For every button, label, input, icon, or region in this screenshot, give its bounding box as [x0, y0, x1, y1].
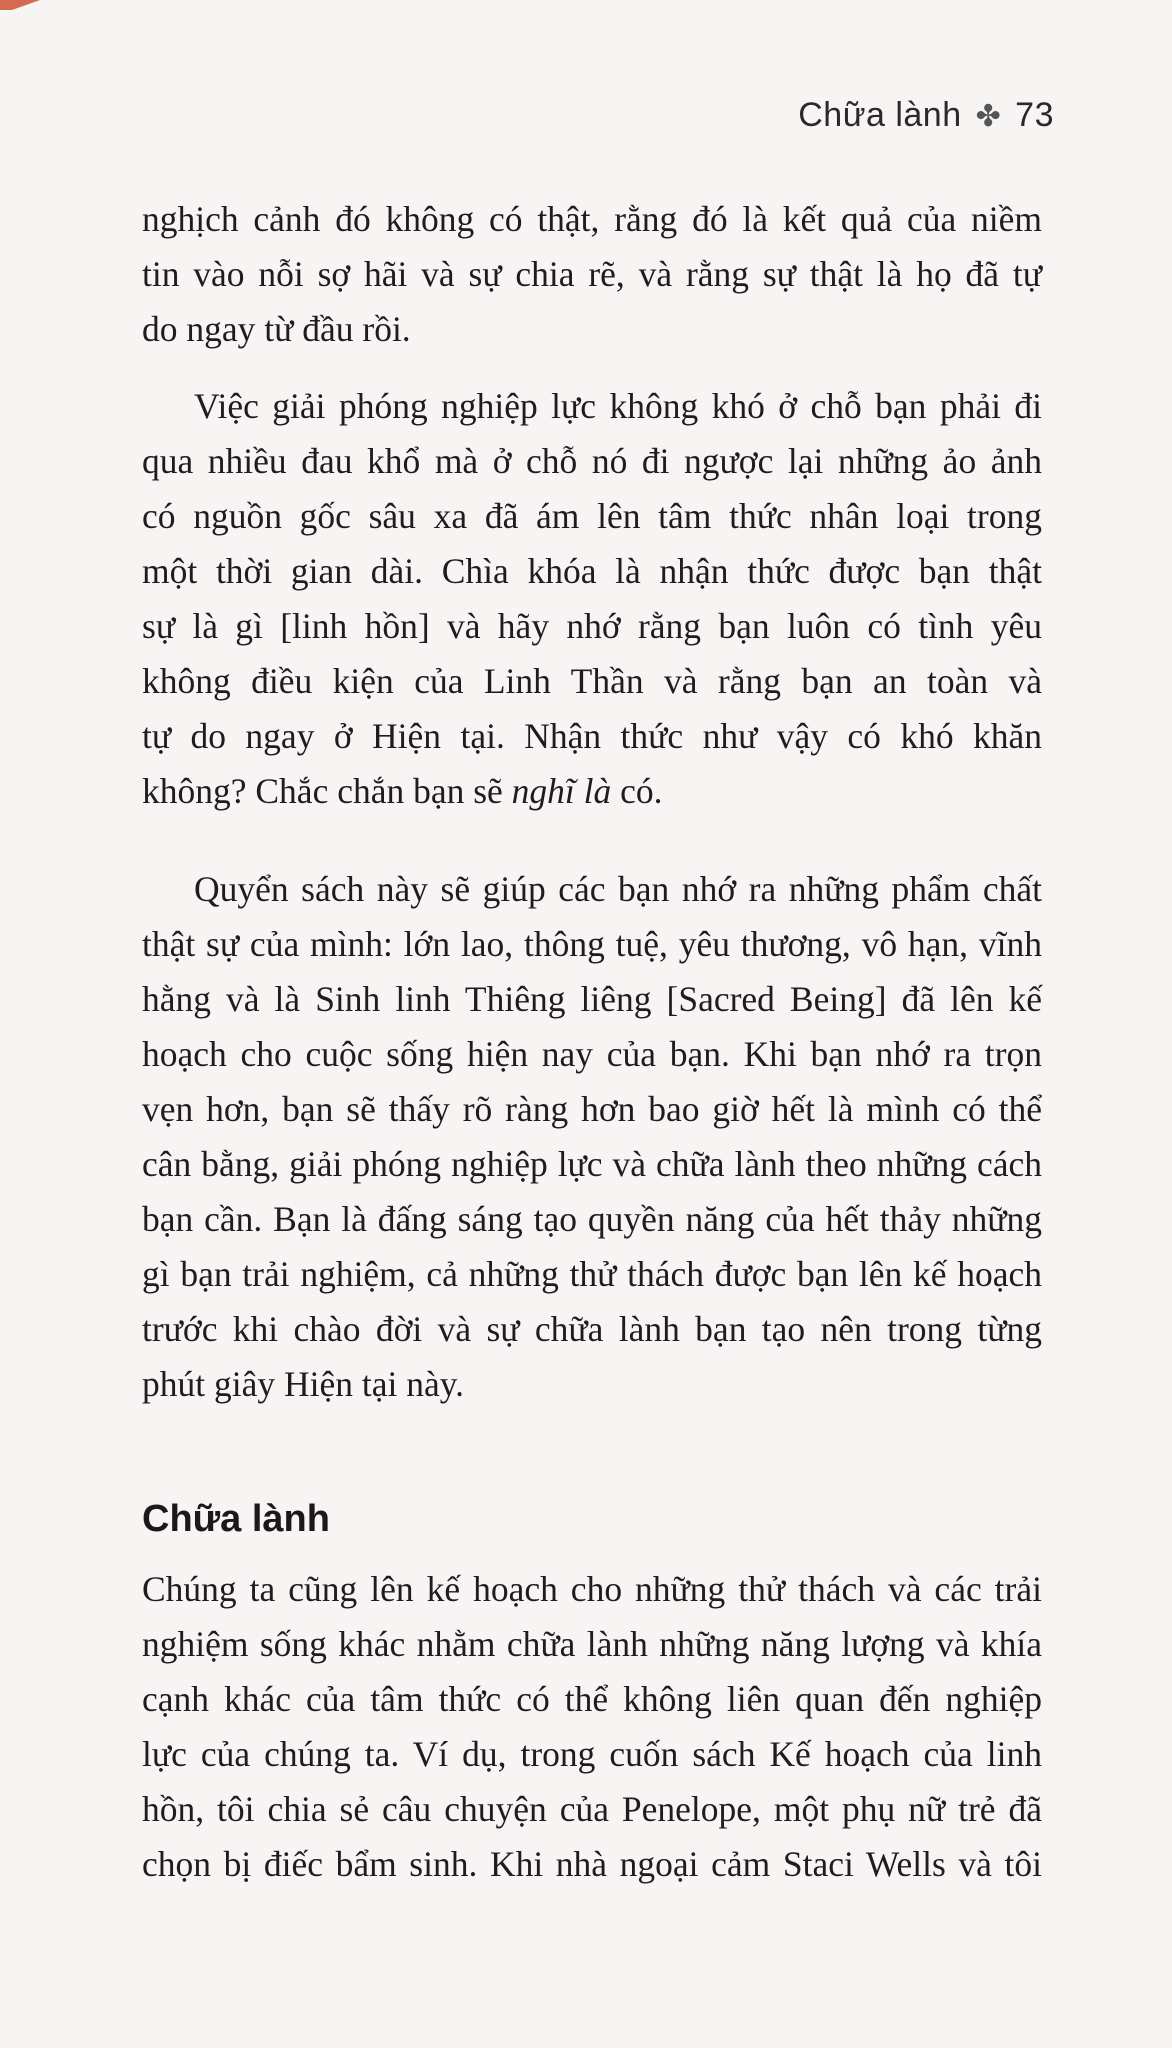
- text-line: tin vào nỗi sợ hãi và sự chia rẽ, và rằng sự thật là họ đã tự: [142, 254, 1042, 294]
- text-line: do ngay từ đầu rồi.: [142, 309, 411, 349]
- text-line: hồn, tôi chia sẻ câu chuyện của Penelope, một phụ nữ trẻ đã: [142, 1789, 1042, 1829]
- text-line: Quyển sách này sẽ giúp các bạn nhớ ra những phẩm chất: [194, 869, 1042, 909]
- text-line: một thời gian dài. Chìa khóa là nhận thức được bạn thật: [142, 551, 1042, 591]
- text-line: bạn cần. Bạn là đấng sáng tạo quyền năng của hết thảy những: [142, 1199, 1042, 1239]
- text-line: cân bằng, giải phóng nghiệp lực và chữa lành theo những cách: [142, 1144, 1042, 1184]
- text-line: qua nhiều đau khổ mà ở chỗ nó đi ngược lại những ảo ảnh: [142, 441, 1042, 481]
- text-line: sự là gì [linh hồn] và hãy nhớ rằng bạn luôn có tình yêu: [142, 606, 1042, 646]
- page-number: 73: [1015, 96, 1054, 134]
- text-line: cạnh khác của tâm thức có thể không liên quan đến nghiệp: [142, 1679, 1042, 1719]
- italic-text: nghĩ là: [511, 771, 612, 811]
- text-line: có nguồn gốc sâu xa đã ám lên tâm thức nhân loại trong: [142, 496, 1042, 536]
- section-heading: Chữa lành: [142, 1498, 330, 1540]
- text-line: vẹn hơn, bạn sẽ thấy rõ ràng hơn bao giờ hết là mình có thể: [142, 1089, 1042, 1129]
- ornament-icon: ✤: [975, 100, 1002, 133]
- paragraph-4: [142, 1562, 1042, 1892]
- text-line: Việc giải phóng nghiệp lực không khó ở chỗ bạn phải đi: [194, 386, 1042, 426]
- paragraph-1: [142, 192, 1042, 357]
- text-run: không? Chắc chắn bạn sẽ: [142, 771, 512, 811]
- text-line: trước khi chào đời và sự chữa lành bạn tạo nên trong từng: [142, 1309, 1042, 1349]
- text-line: Chúng ta cũng lên kế hoạch cho những thử thách và các trải: [142, 1569, 1042, 1609]
- paragraph-3: [142, 862, 1042, 1412]
- paragraph-2: [142, 379, 1042, 819]
- text-line: hằng và là Sinh linh Thiêng liêng [Sacred Being] đã lên kế: [142, 979, 1042, 1019]
- running-title: Chữa lành: [798, 96, 962, 134]
- text-line: tự do ngay ở Hiện tại. Nhận thức như vậy có khó khăn: [142, 716, 1042, 756]
- text-line: hoạch cho cuộc sống hiện nay của bạn. Khi bạn nhớ ra trọn: [142, 1034, 1042, 1074]
- text-line: nghịch cảnh đó không có thật, rằng đó là kết quả của niềm: [142, 199, 1042, 239]
- text-line: không điều kiện của Linh Thần và rằng bạn an toàn và: [142, 661, 1042, 701]
- text-line: [142, 764, 1042, 819]
- running-head: [798, 96, 1054, 135]
- text-run: có.: [611, 771, 663, 811]
- text-line: phút giây Hiện tại này.: [142, 1364, 465, 1404]
- text-line: chọn bị điếc bẩm sinh. Khi nhà ngoại cảm Staci Wells và tôi: [142, 1844, 1042, 1884]
- text-line: thật sự của mình: lớn lao, thông tuệ, yêu thương, vô hạn, vĩnh: [142, 924, 1042, 964]
- corner-mark: [0, 0, 40, 10]
- text-line: gì bạn trải nghiệm, cả những thử thách được bạn lên kế hoạch: [142, 1254, 1042, 1294]
- text-line: lực của chúng ta. Ví dụ, trong cuốn sách Kế hoạch của linh: [142, 1734, 1042, 1774]
- text-line: nghiệm sống khác nhằm chữa lành những năng lượng và khía: [142, 1624, 1042, 1664]
